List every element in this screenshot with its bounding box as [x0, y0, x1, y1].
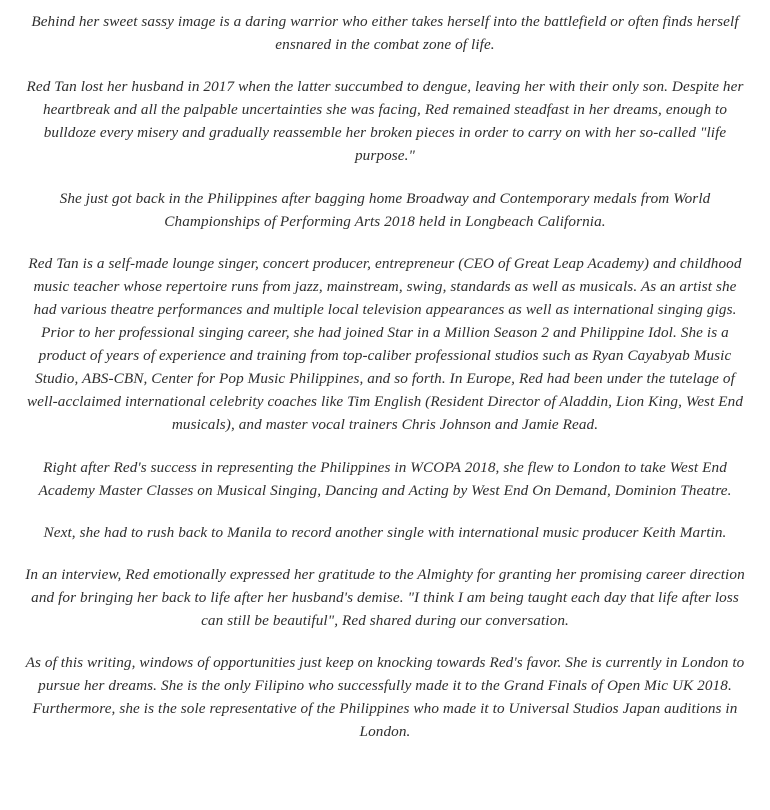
paragraph: In an interview, Red emotionally expressed her gratitude to the Almighty for granting her promising career direction and for bringing her back to life after her husband's demise. "I think I am being taught each day that life after loss can still be beautiful", Red shared during our conversation. [25, 565, 745, 629]
paragraph: Next, she had to rush back to Manila to record another single with international music producer Keith Martin. [43, 523, 727, 541]
paragraph: As of this writing, windows of opportunities just keep on knocking towards Red's favor. She is currently in London to pursue her dreams. She is the only Filipino who successfully made it to the Grand Finals of Open Mic UK 2018. Furthermore, she is the sole representative of the Philippines who made it to Universal Studios Japan auditions in London. [25, 654, 745, 741]
paragraph: Right after Red's success in representing the Philippines in WCOPA 2018, she flew to London to take West End Academy Master Classes on Musical Singing, Dancing and Acting by West End On Demand, Dominion Theatre. [38, 458, 732, 499]
paragraph: She just got back in the Philippines after bagging home Broadway and Contemporary medals from World Championships of Performing Arts 2018 held in Longbeach California. [59, 189, 711, 230]
paragraph: Behind her sweet sassy image is a daring warrior who either takes herself into the battlefield or often finds herself ensnared in the combat zone of life. [31, 13, 739, 54]
paragraph: Red Tan lost her husband in 2017 when the latter succumbed to dengue, leaving her with their only son. Despite her heartbreak and all the palpable uncertainties she was facing, Red remained steadfast in her dreams, enough to bulldoze every misery and gradually reassemble her broken pieces in order to carry on with her so-called "life purpose." [26, 78, 744, 165]
paragraph: Red Tan is a self-made lounge singer, concert producer, entrepreneur (CEO of Great Leap Academy) and childhood music teacher whose repertoire runs from jazz, mainstream, swing, standards as well as musicals. As an artist she had various theatre performances and multiple local television appearances as well as international singing gigs. Prior to her professional singing career, she had joined Star in a Million Season 2 and Philippine Idol. She is a product of years of experience and training from top-caliber professional studios such as Ryan Cayabyab Music Studio, ABS-CBN, Center for Pop Music Philippines, and so forth. In Europe, Red had been under the tutelage of well-acclaimed international celebrity coaches like Tim English (Resident Director of Aladdin, Lion King, West End musicals), and master vocal trainers Chris Johnson and Jamie Read. [26, 254, 744, 434]
